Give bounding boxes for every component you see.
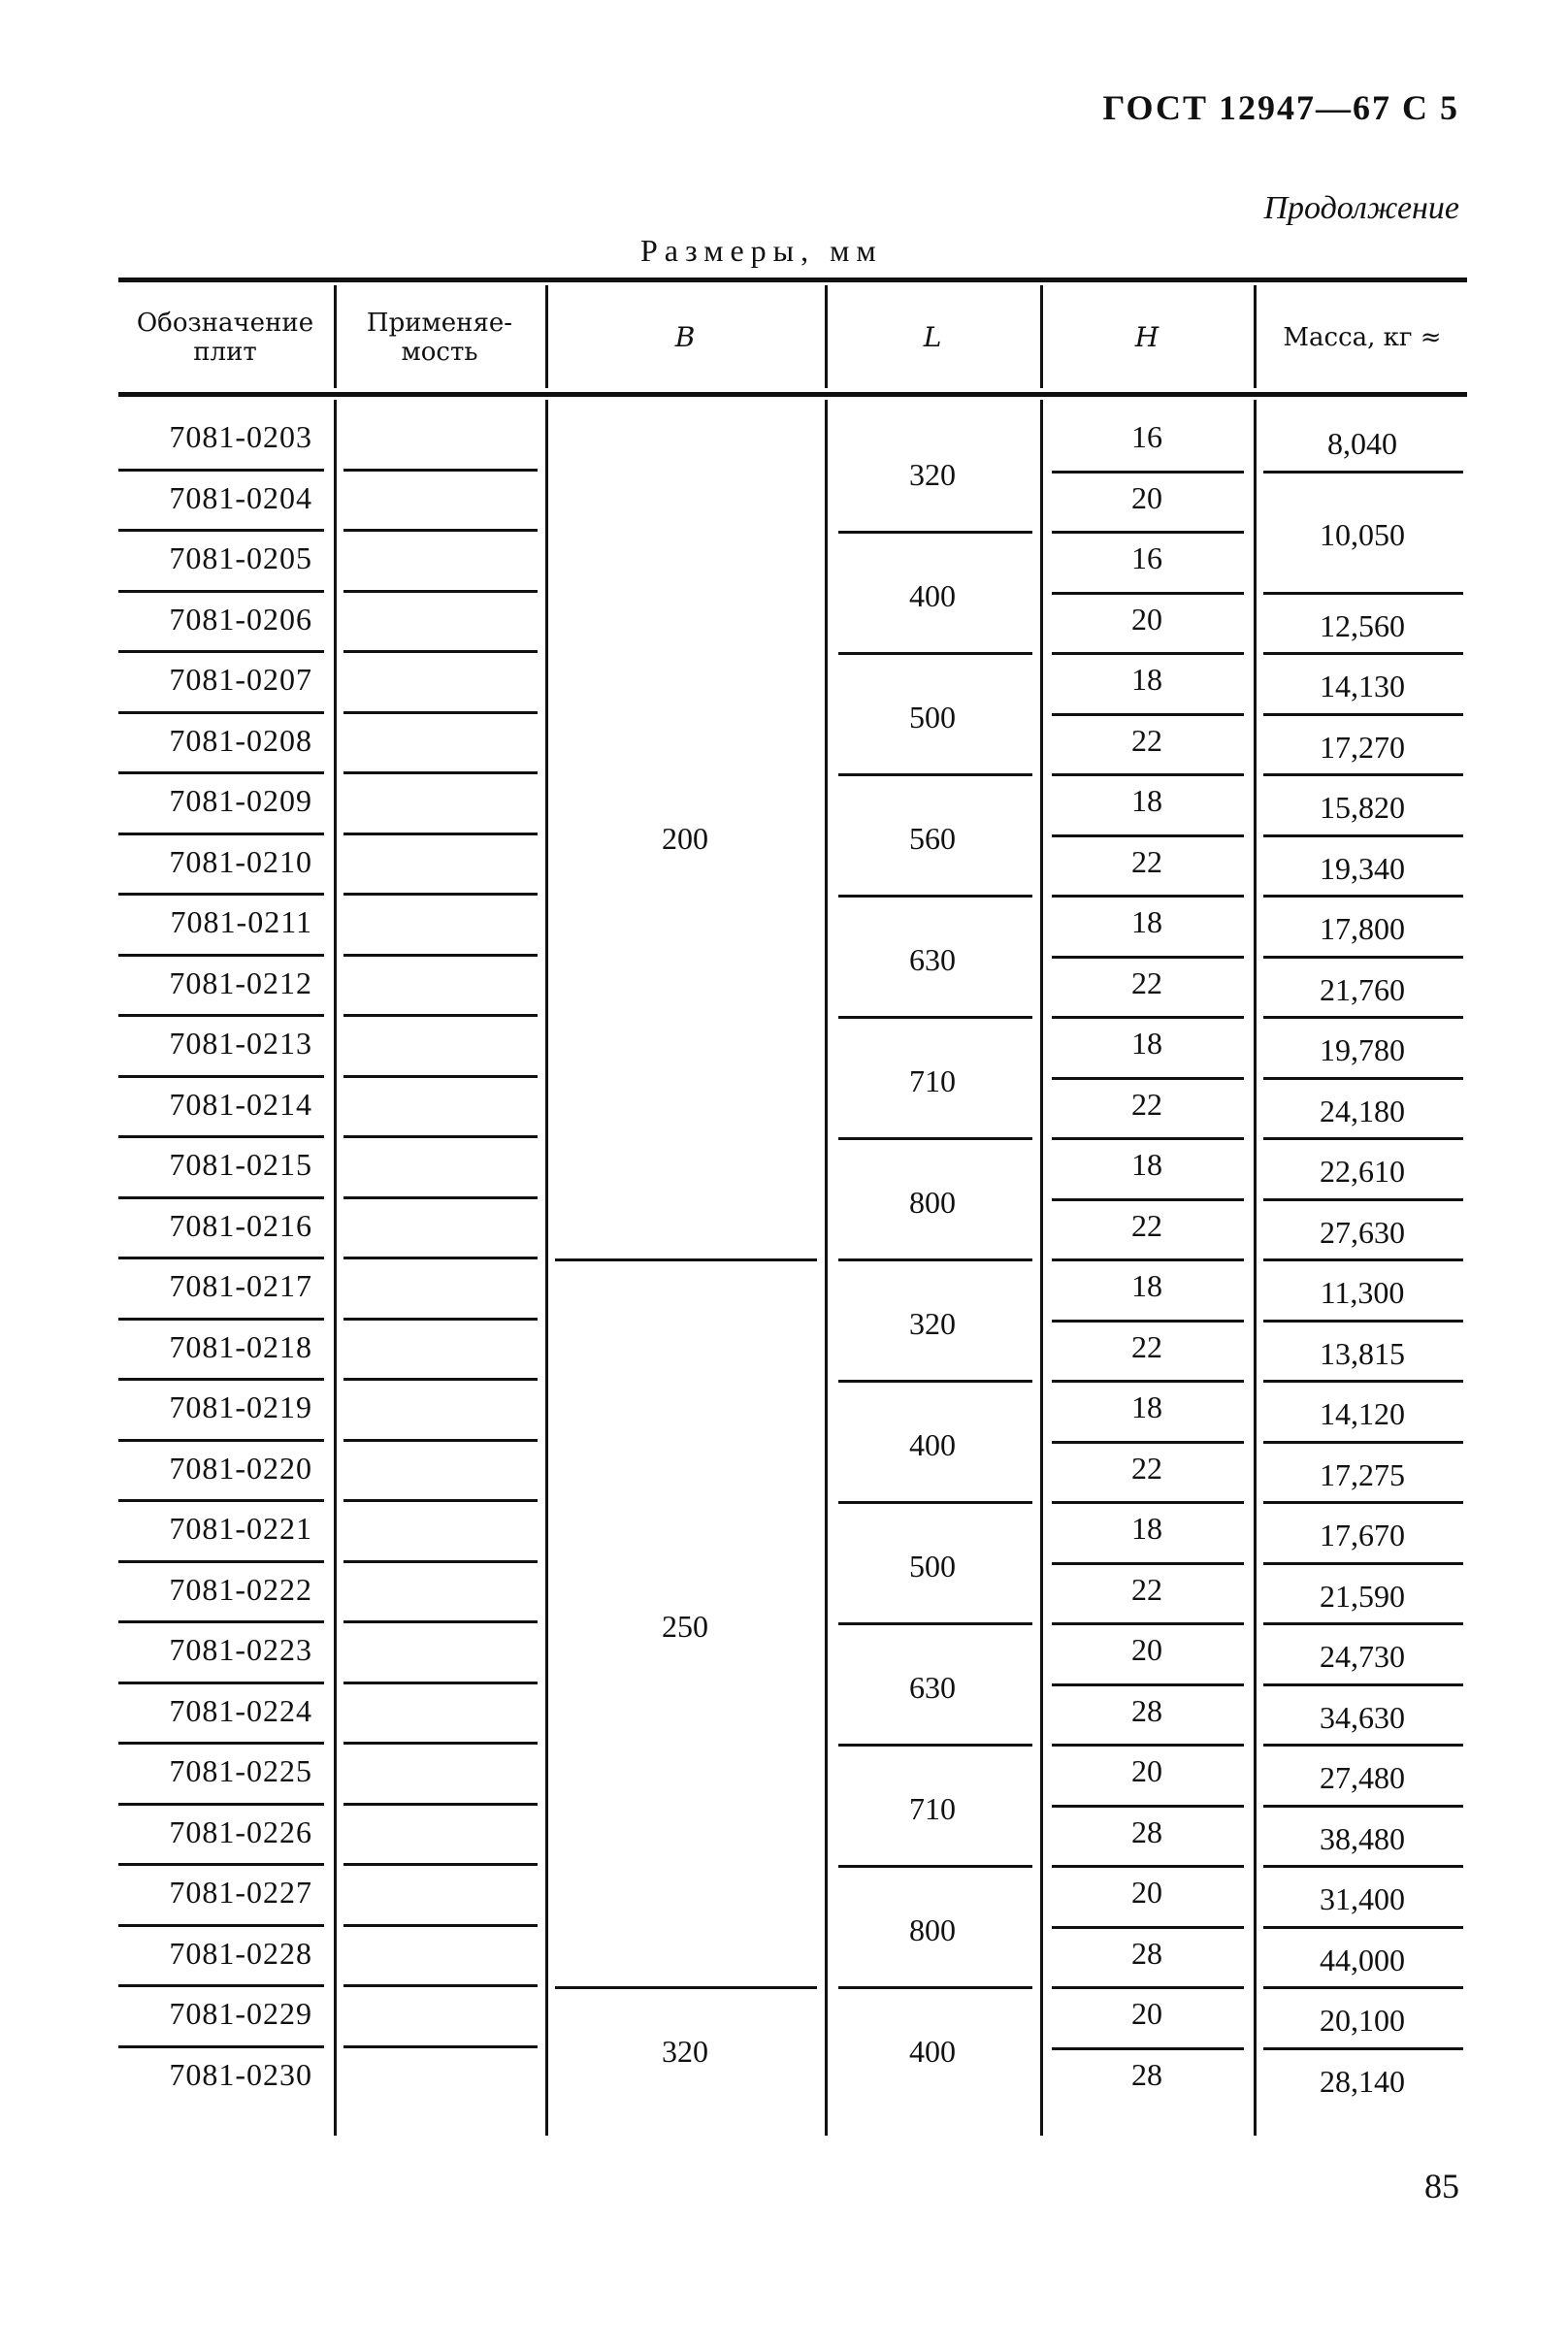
plate-code: 7081-0220 [169, 1450, 312, 1486]
plate-code: 7081-0208 [169, 722, 312, 758]
plate-code: 7081-0217 [169, 1268, 312, 1303]
mass-value: 27,630 [1320, 1214, 1405, 1250]
header-h: H [1134, 321, 1160, 353]
plate-code: 7081-0204 [169, 479, 312, 515]
l-value: 710 [909, 1790, 956, 1826]
l-group-rule [838, 531, 1032, 534]
h-value: 18 [1131, 1147, 1162, 1182]
column-divider [1254, 400, 1257, 2136]
header-column-divider [1254, 285, 1257, 388]
code-row-rule [118, 1803, 324, 1806]
code-row-rule [118, 2045, 324, 2048]
mass-row-rule [1263, 1744, 1463, 1747]
page-number: 85 [1424, 2167, 1459, 2205]
l-value: 800 [909, 1184, 956, 1220]
plate-code: 7081-0210 [169, 843, 312, 879]
applicability-row-rule [343, 650, 538, 653]
mass-value: 11,300 [1320, 1275, 1405, 1311]
h-value: 18 [1131, 662, 1162, 697]
mass-row-rule [1263, 895, 1463, 898]
h-value: 20 [1131, 601, 1162, 637]
header-mass: Масса, кг ≈ [1283, 323, 1442, 352]
mass-row-rule [1263, 1441, 1463, 1444]
h-value: 22 [1131, 1328, 1162, 1364]
applicability-row-rule [343, 1560, 538, 1563]
mass-value: 8,040 [1327, 426, 1397, 462]
applicability-row-rule [343, 1075, 538, 1078]
column-divider [334, 400, 337, 2136]
h-row-rule [1052, 834, 1244, 837]
applicability-row-rule [343, 711, 538, 714]
h-row-rule [1052, 773, 1244, 776]
h-value: 22 [1131, 1086, 1162, 1122]
plate-code: 7081-0229 [169, 1996, 312, 2031]
plate-code: 7081-0205 [169, 540, 312, 575]
h-value: 22 [1131, 1571, 1162, 1607]
h-value: 20 [1131, 1875, 1162, 1910]
l-value: 630 [909, 941, 956, 977]
plate-code: 7081-0209 [169, 783, 312, 818]
mass-row-rule [1263, 834, 1463, 837]
h-row-rule [1052, 1441, 1244, 1444]
plate-code: 7081-0206 [169, 601, 312, 637]
mass-value: 19,780 [1320, 1032, 1405, 1068]
mass-row-rule [1263, 1501, 1463, 1504]
h-row-rule [1052, 1986, 1244, 1989]
mass-value: 17,670 [1320, 1518, 1405, 1553]
code-row-rule [118, 469, 324, 472]
code-row-rule [118, 1863, 324, 1866]
code-row-rule [118, 1620, 324, 1623]
l-group-rule [838, 1016, 1032, 1019]
column-divider [825, 400, 828, 2136]
plate-code: 7081-0222 [169, 1571, 312, 1607]
l-value: 710 [909, 1062, 956, 1098]
mass-row-rule [1263, 2047, 1463, 2050]
mass-value: 44,000 [1320, 1942, 1405, 1977]
l-group-rule [838, 773, 1032, 776]
mass-row-rule [1263, 471, 1463, 474]
l-value: 800 [909, 1911, 956, 1947]
h-value: 22 [1131, 1450, 1162, 1486]
b-value: 250 [662, 1609, 708, 1644]
h-value: 20 [1131, 479, 1162, 515]
applicability-row-rule [343, 771, 538, 774]
plate-code: 7081-0226 [169, 1813, 312, 1849]
plate-code: 7081-0211 [170, 904, 312, 939]
code-row-rule [118, 1439, 324, 1442]
plate-code: 7081-0224 [169, 1692, 312, 1728]
h-row-rule [1052, 652, 1244, 655]
l-value: 560 [909, 820, 956, 856]
continuation-label: Продолжение [1263, 190, 1459, 226]
mass-value: 21,760 [1320, 971, 1405, 1007]
b-value: 320 [662, 2033, 708, 2069]
applicability-row-rule [343, 893, 538, 896]
h-value: 28 [1131, 1692, 1162, 1728]
mass-value: 13,815 [1320, 1335, 1405, 1371]
applicability-row-rule [343, 833, 538, 835]
mass-row-rule [1263, 1077, 1463, 1080]
l-value: 400 [909, 577, 956, 613]
l-group-rule [838, 1380, 1032, 1383]
header-column-divider [825, 285, 828, 388]
plate-code: 7081-0230 [169, 2056, 312, 2092]
h-value: 18 [1131, 904, 1162, 939]
mass-value: 10,050 [1320, 517, 1405, 552]
header-l: L [923, 321, 942, 353]
h-value: 28 [1131, 2056, 1162, 2092]
h-row-rule [1052, 1926, 1244, 1929]
h-row-rule [1052, 1016, 1244, 1019]
applicability-row-rule [343, 1984, 538, 1987]
h-row-rule [1052, 1562, 1244, 1565]
code-row-rule [118, 1075, 324, 1078]
plate-code: 7081-0228 [169, 1935, 312, 1971]
plate-code: 7081-0221 [169, 1511, 312, 1546]
mass-row-rule [1263, 592, 1463, 595]
h-value: 22 [1131, 1207, 1162, 1243]
h-row-rule [1052, 895, 1244, 898]
h-row-rule [1052, 1744, 1244, 1747]
l-group-rule [838, 895, 1032, 898]
mass-value: 17,275 [1320, 1456, 1405, 1492]
mass-row-rule [1263, 1926, 1463, 1929]
mass-row-rule [1263, 1380, 1463, 1383]
h-row-rule [1052, 1380, 1244, 1383]
code-row-rule [118, 529, 324, 532]
h-row-rule [1052, 1501, 1244, 1504]
b-value: 200 [662, 820, 708, 856]
mass-value: 15,820 [1320, 790, 1405, 826]
code-row-rule [118, 954, 324, 957]
mass-value: 31,400 [1320, 1881, 1405, 1917]
mass-value: 24,180 [1320, 1093, 1405, 1128]
h-value: 28 [1131, 1813, 1162, 1849]
plate-code: 7081-0223 [169, 1632, 312, 1667]
dimensions-table [118, 278, 1467, 2158]
mass-value: 38,480 [1320, 1820, 1405, 1856]
code-row-rule [118, 1318, 324, 1321]
mass-value: 27,480 [1320, 1760, 1405, 1796]
applicability-row-rule [343, 954, 538, 957]
h-value: 20 [1131, 1753, 1162, 1788]
applicability-row-rule [343, 469, 538, 472]
h-row-rule [1052, 1258, 1244, 1261]
applicability-row-rule [343, 1863, 538, 1866]
code-row-rule [118, 1682, 324, 1684]
h-value: 16 [1131, 419, 1162, 454]
mass-value: 14,120 [1320, 1396, 1405, 1432]
mass-value: 12,560 [1320, 607, 1405, 643]
l-group-rule [838, 1865, 1032, 1868]
h-value: 28 [1131, 1935, 1162, 1971]
header-applicability: Применяе-мость [366, 309, 513, 367]
mass-value: 17,800 [1320, 911, 1405, 947]
h-value: 18 [1131, 783, 1162, 818]
code-row-rule [118, 1984, 324, 1987]
h-row-rule [1052, 2047, 1244, 2050]
code-row-rule [118, 1196, 324, 1199]
l-group-rule [838, 1137, 1032, 1140]
l-group-rule [838, 652, 1032, 655]
plate-code: 7081-0225 [169, 1753, 312, 1788]
l-value: 630 [909, 1669, 956, 1705]
h-value: 20 [1131, 1632, 1162, 1667]
applicability-row-rule [343, 1196, 538, 1199]
h-value: 18 [1131, 1026, 1162, 1061]
h-row-rule [1052, 1198, 1244, 1201]
h-row-rule [1052, 1805, 1244, 1808]
h-row-rule [1052, 956, 1244, 959]
mass-value: 17,270 [1320, 729, 1405, 765]
code-row-rule [118, 1135, 324, 1138]
header-column-divider [545, 285, 548, 388]
h-row-rule [1052, 471, 1244, 474]
mass-row-rule [1263, 1258, 1463, 1261]
h-row-rule [1052, 1622, 1244, 1625]
header-designation: Обозначение плит [136, 309, 314, 367]
mass-row-rule [1263, 1198, 1463, 1201]
b-group-rule [555, 1258, 817, 1261]
l-value: 500 [909, 1548, 956, 1584]
code-row-rule [118, 893, 324, 896]
l-group-rule [838, 1744, 1032, 1747]
plate-code: 7081-0203 [169, 419, 312, 454]
l-value: 320 [909, 1305, 956, 1341]
mass-row-rule [1263, 1137, 1463, 1140]
l-value: 400 [909, 2033, 956, 2069]
applicability-row-rule [343, 1742, 538, 1745]
l-value: 320 [909, 456, 956, 492]
mass-row-rule [1263, 1562, 1463, 1565]
h-value: 22 [1131, 964, 1162, 1000]
plate-code: 7081-0212 [169, 964, 312, 1000]
mass-row-rule [1263, 1865, 1463, 1868]
l-value: 400 [909, 1426, 956, 1462]
header-column-divider [1040, 285, 1043, 388]
plate-code: 7081-0213 [169, 1026, 312, 1061]
code-row-rule [118, 1014, 324, 1017]
h-row-rule [1052, 1865, 1244, 1868]
mass-value: 28,140 [1320, 2063, 1405, 2099]
column-divider [1040, 400, 1043, 2136]
mass-value: 24,730 [1320, 1639, 1405, 1675]
code-row-rule [118, 771, 324, 774]
h-row-rule [1052, 592, 1244, 595]
plate-code: 7081-0216 [169, 1207, 312, 1243]
column-divider [545, 400, 548, 2136]
header-column-divider [334, 285, 337, 388]
applicability-row-rule [343, 1924, 538, 1927]
h-value: 22 [1131, 843, 1162, 879]
h-row-rule [1052, 1320, 1244, 1323]
applicability-row-rule [343, 1620, 538, 1623]
mass-value: 19,340 [1320, 850, 1405, 886]
code-row-rule [118, 711, 324, 714]
h-row-rule [1052, 1137, 1244, 1140]
code-row-rule [118, 1924, 324, 1927]
applicability-row-rule [343, 1135, 538, 1138]
plate-code: 7081-0215 [169, 1147, 312, 1182]
h-value: 22 [1131, 722, 1162, 758]
code-row-rule [118, 1560, 324, 1563]
plate-code: 7081-0227 [169, 1875, 312, 1910]
mass-value: 21,590 [1320, 1578, 1405, 1614]
applicability-row-rule [343, 1318, 538, 1321]
plate-code: 7081-0214 [169, 1086, 312, 1122]
applicability-row-rule [343, 2045, 538, 2048]
applicability-row-rule [343, 1378, 538, 1381]
header-bottom-rule [118, 392, 1467, 397]
code-row-rule [118, 650, 324, 653]
l-group-rule [838, 1501, 1032, 1504]
applicability-row-rule [343, 590, 538, 593]
applicability-row-rule [343, 1682, 538, 1684]
plate-code: 7081-0219 [169, 1389, 312, 1424]
mass-value: 22,610 [1320, 1154, 1405, 1190]
plate-code: 7081-0218 [169, 1328, 312, 1364]
mass-value: 34,630 [1320, 1699, 1405, 1735]
applicability-row-rule [343, 1014, 538, 1017]
applicability-row-rule [343, 1803, 538, 1806]
mass-row-rule [1263, 713, 1463, 716]
applicability-row-rule [343, 1499, 538, 1502]
mass-row-rule [1263, 1986, 1463, 1989]
l-group-rule [838, 1258, 1032, 1261]
h-value: 20 [1131, 1996, 1162, 2031]
mass-row-rule [1263, 1320, 1463, 1323]
mass-row-rule [1263, 956, 1463, 959]
header-b: B [674, 321, 696, 353]
plate-code: 7081-0207 [169, 662, 312, 697]
b-group-rule [555, 1986, 817, 1989]
l-group-rule [838, 1986, 1032, 1989]
code-row-rule [118, 1742, 324, 1745]
mass-value: 20,100 [1320, 2003, 1405, 2039]
mass-row-rule [1263, 1683, 1463, 1686]
l-group-rule [838, 1622, 1032, 1625]
code-row-rule [118, 833, 324, 835]
h-row-rule [1052, 531, 1244, 534]
table-top-rule [118, 278, 1467, 282]
h-row-rule [1052, 713, 1244, 716]
mass-row-rule [1263, 1622, 1463, 1625]
h-row-rule [1052, 1077, 1244, 1080]
h-value: 18 [1131, 1511, 1162, 1546]
applicability-row-rule [343, 1257, 538, 1259]
code-row-rule [118, 1378, 324, 1381]
mass-row-rule [1263, 1805, 1463, 1808]
table-caption: Размеры, мм [640, 233, 883, 268]
l-value: 500 [909, 699, 956, 735]
h-value: 18 [1131, 1389, 1162, 1424]
applicability-row-rule [343, 529, 538, 532]
mass-value: 14,130 [1320, 669, 1405, 704]
mass-row-rule [1263, 773, 1463, 776]
code-row-rule [118, 590, 324, 593]
applicability-row-rule [343, 1439, 538, 1442]
page-header: ГОСТ 12947—67 С 5 [1102, 88, 1459, 127]
mass-row-rule [1263, 1016, 1463, 1019]
h-value: 18 [1131, 1268, 1162, 1303]
h-value: 16 [1131, 540, 1162, 575]
h-row-rule [1052, 1683, 1244, 1686]
code-row-rule [118, 1499, 324, 1502]
code-row-rule [118, 1257, 324, 1259]
mass-row-rule [1263, 652, 1463, 655]
